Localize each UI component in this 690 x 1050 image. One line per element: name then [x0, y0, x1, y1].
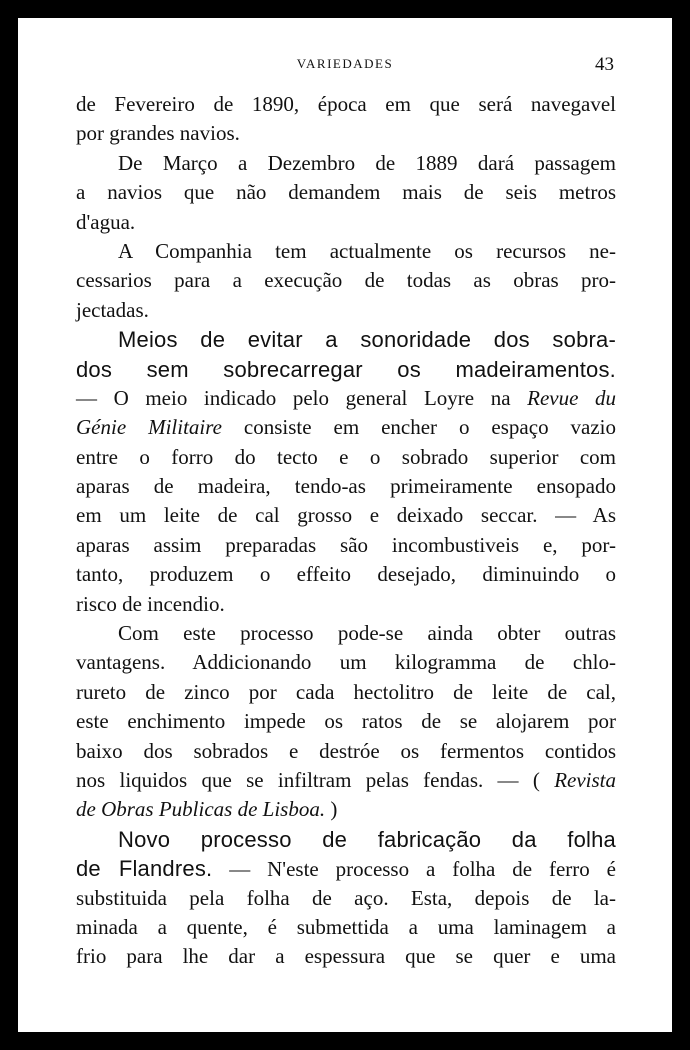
section-heading-line: Meios de evitar a sonoridade dos sobra- — [118, 327, 616, 353]
text-line: De Março a Dezembro de 1889 dará passagem — [118, 150, 616, 175]
text-span: ) — [325, 797, 338, 822]
text-line — [76, 384, 616, 413]
text-line: d'agua. — [76, 209, 136, 234]
text-line: por grandes navios. — [76, 121, 240, 146]
text-span: nos liquidos que se infiltram pelas fendas. — ( — [76, 767, 555, 792]
text-line: aparas assim preparadas são incombustiveis e, por- — [76, 532, 616, 557]
text-line: em um leite de cal grosso e deixado seccar. — As — [76, 503, 616, 528]
text-line — [76, 854, 616, 883]
text-line: este enchimento impede os ratos de se alojarem por — [76, 709, 616, 734]
body-text — [76, 90, 616, 972]
text-line: tanto, produzem o effeito desejado, diminuindo o — [76, 562, 616, 587]
section-heading-line: Novo processo de fabricação da folha — [118, 826, 616, 852]
italic-span: Génie Militaire — [76, 415, 222, 440]
running-header — [18, 52, 672, 76]
text-line — [76, 766, 616, 795]
page-number: 43 — [595, 54, 614, 75]
text-line: baixo dos sobrados e destróe os fermentos contidos — [76, 738, 616, 763]
text-line: vantagens. Addicionando um kilogramma de chlo- — [76, 650, 616, 675]
text-span: consiste em encher o espaço vazio — [221, 415, 616, 440]
text-line: a navios que não demandem mais de seis metros — [76, 180, 616, 205]
text-line: minada a quente, é submettida a uma laminagem a — [76, 914, 616, 939]
text-line: aparas de madeira, tendo-as primeiramente ensopado — [76, 474, 616, 499]
text-line: Com este processo pode-se ainda obter outras — [118, 621, 616, 646]
italic-span: Revue du — [527, 385, 617, 410]
text-line: A Companhia tem actualmente os recursos ne- — [118, 238, 616, 263]
text-line — [76, 413, 616, 442]
section-heading-span: de Flandres. — [76, 856, 213, 882]
italic-span: de Obras Publicas de Lisboa. — [76, 797, 326, 822]
text-line: cessarios para a execução de todas as obras pro- — [76, 268, 616, 293]
text-line — [76, 795, 616, 824]
italic-span: Revista — [554, 767, 616, 792]
text-line: de Fevereiro de 1890, época em que será navegavel — [76, 92, 616, 116]
text-line: rureto de zinco por cada hectolitro de leite de cal, — [76, 679, 616, 704]
book-page — [18, 18, 672, 1032]
text-line: jectadas. — [76, 297, 149, 322]
text-line: substituida pela folha de aço. Esta, depois de la- — [76, 885, 616, 910]
section-heading-line: dos sem sobrecarregar os madeiramentos. — [76, 356, 616, 382]
text-line: frio para lhe dar a espessura que se quer e uma — [76, 944, 616, 969]
text-span: — O meio indicado pelo general Loyre na — [76, 385, 528, 410]
running-title: VARIEDADES — [296, 56, 394, 71]
text-line: entre o forro do tecto e o sobrado superior com — [76, 444, 616, 469]
text-line: risco de incendio. — [76, 591, 225, 616]
text-span: — N'este processo a folha de ferro é — [212, 857, 616, 882]
